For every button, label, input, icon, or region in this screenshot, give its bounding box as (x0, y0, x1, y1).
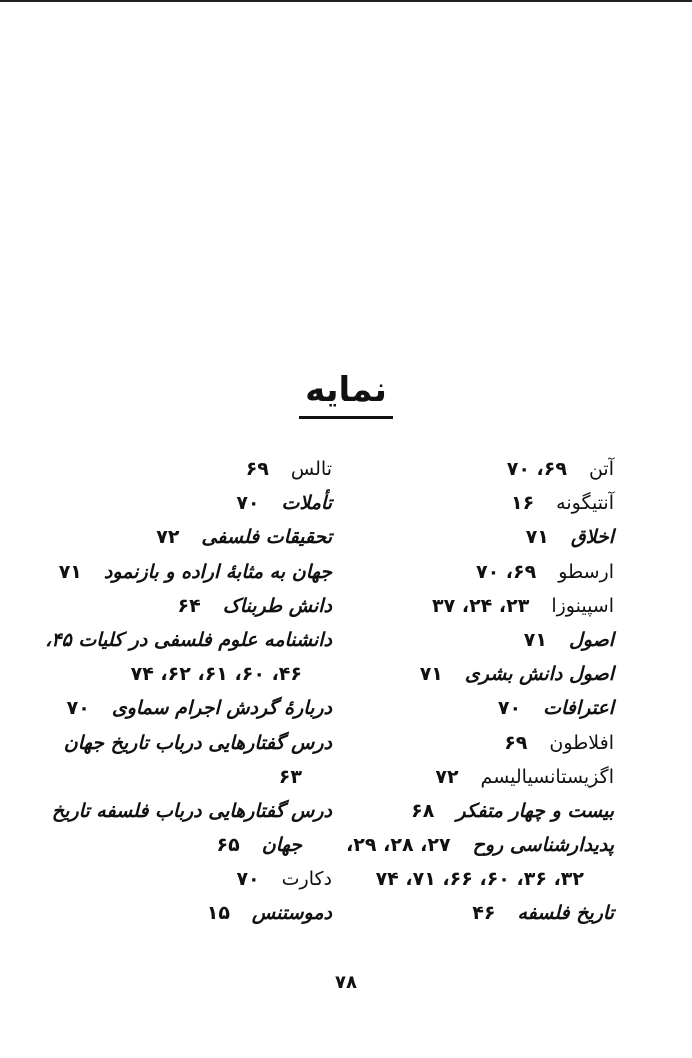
index-entry (32, 657, 332, 691)
index-term: تأملات (281, 492, 332, 515)
index-term: تحقيقات فلسفی (201, 526, 332, 549)
index-pages: ۶۹، ۷۰ (506, 458, 567, 480)
index-term: اعترافات (543, 697, 614, 720)
index-pages: ۶۵ (216, 834, 240, 857)
index-entry (344, 520, 614, 554)
index-entry (344, 589, 614, 623)
index-entry (344, 623, 614, 657)
index-pages: ۶۹ (245, 458, 269, 480)
index-term: اخلاق (570, 526, 614, 549)
index-term: افلاطون (549, 731, 614, 754)
index-entry (344, 828, 614, 862)
index-term: جهان (261, 834, 302, 857)
index-entry (344, 555, 614, 589)
index-entry (32, 726, 332, 760)
index-entry (32, 452, 332, 486)
index-term: اصول دانش بشری (464, 663, 614, 686)
index-term: ارسطو (558, 560, 614, 583)
index-pages: ۲۳، ۲۴، ۳۷ (432, 594, 530, 617)
index-pages: ۷۱ (525, 526, 549, 549)
index-pages: ۶۸ (411, 799, 435, 822)
index-entry (344, 452, 614, 486)
index-entry (32, 760, 332, 794)
index-entry (32, 828, 332, 862)
index-term: دکارت (281, 868, 332, 891)
index-pages: ۶۴ (177, 594, 201, 617)
index-entry (344, 862, 614, 896)
index-entry (344, 691, 614, 725)
index-term: دانشنامه علوم فلسفی در کليات ۴۵، (45, 628, 332, 651)
index-pages: ۷۰ (236, 868, 260, 891)
index-entry (344, 794, 614, 828)
page-number: ۷۸ (335, 972, 357, 993)
index-term: آتن (588, 458, 614, 480)
index-entry (32, 896, 332, 930)
index-pages: ۲۷، ۲۸، ۲۹، (346, 834, 451, 857)
index-pages: ۴۶، ۶۰، ۶۱، ۶۲، ۷۴ (130, 663, 302, 686)
index-pages: ۶۹، ۷۰ (475, 560, 537, 583)
index-pages: ۶۹ (504, 731, 528, 754)
index-term: اگزيستانسياليسم (480, 765, 614, 788)
index-entry (32, 589, 332, 623)
index-term: درس گفتارهايی درباب فلسفه تاريخ (51, 799, 332, 822)
index-term: دربارهٔ گردش اجرام سماوی (111, 697, 332, 720)
index-pages: ۷۱ (58, 560, 82, 583)
index-pages: ۷۱ (523, 628, 547, 651)
page-title-text: نمايه (299, 368, 393, 419)
index-entry (344, 896, 614, 930)
index-entry (32, 520, 332, 554)
index-term: تاريخ فلسفه (517, 902, 614, 925)
index-term: بيست و چهار متفکر (456, 799, 614, 822)
index-pages: ۷۰ (66, 697, 90, 720)
index-entry (32, 555, 332, 589)
index-pages: ۴۶ (472, 902, 496, 925)
index-entry (344, 657, 614, 691)
index-term: درس گفتارهايی درباب تاريخ جهان (63, 731, 332, 754)
index-term: دانش طربناک (222, 594, 332, 617)
index-pages: ۱۶ (510, 492, 535, 515)
index-term: پديدارشناسی روح (472, 834, 614, 857)
index-pages: ۷۲ (435, 765, 459, 788)
index-pages: ۱۵ (206, 902, 230, 925)
page-title (0, 368, 692, 419)
index-pages: ۷۱ (419, 663, 443, 686)
index-term: آنتيگونه (556, 492, 614, 515)
index-entry (32, 691, 332, 725)
index-column-right (344, 452, 614, 931)
index-entry (32, 623, 332, 657)
index-entry (344, 726, 614, 760)
index-entry (32, 862, 332, 896)
index-pages: ۷۲ (156, 526, 180, 549)
index-column-left (32, 452, 332, 931)
index-term: دموستنس (251, 902, 332, 925)
index-term: تالس (290, 458, 332, 480)
index-pages: ۷۰ (236, 492, 260, 515)
index-pages: ۷۰ (497, 697, 522, 720)
index-term: اصول (568, 628, 614, 651)
index-entry (344, 486, 614, 520)
top-border (0, 0, 692, 2)
index-term: جهان به مثابهٔ اراده و بازنمود (103, 560, 332, 583)
index-entry (32, 794, 332, 828)
index-pages: ۳۲، ۳۶، ۶۰، ۶۶، ۷۱، ۷۴ (375, 868, 584, 891)
index-entry (32, 486, 332, 520)
index-term: اسپينوزا (551, 594, 614, 617)
index-entry (344, 760, 614, 794)
index-pages: ۶۳ (278, 765, 302, 788)
